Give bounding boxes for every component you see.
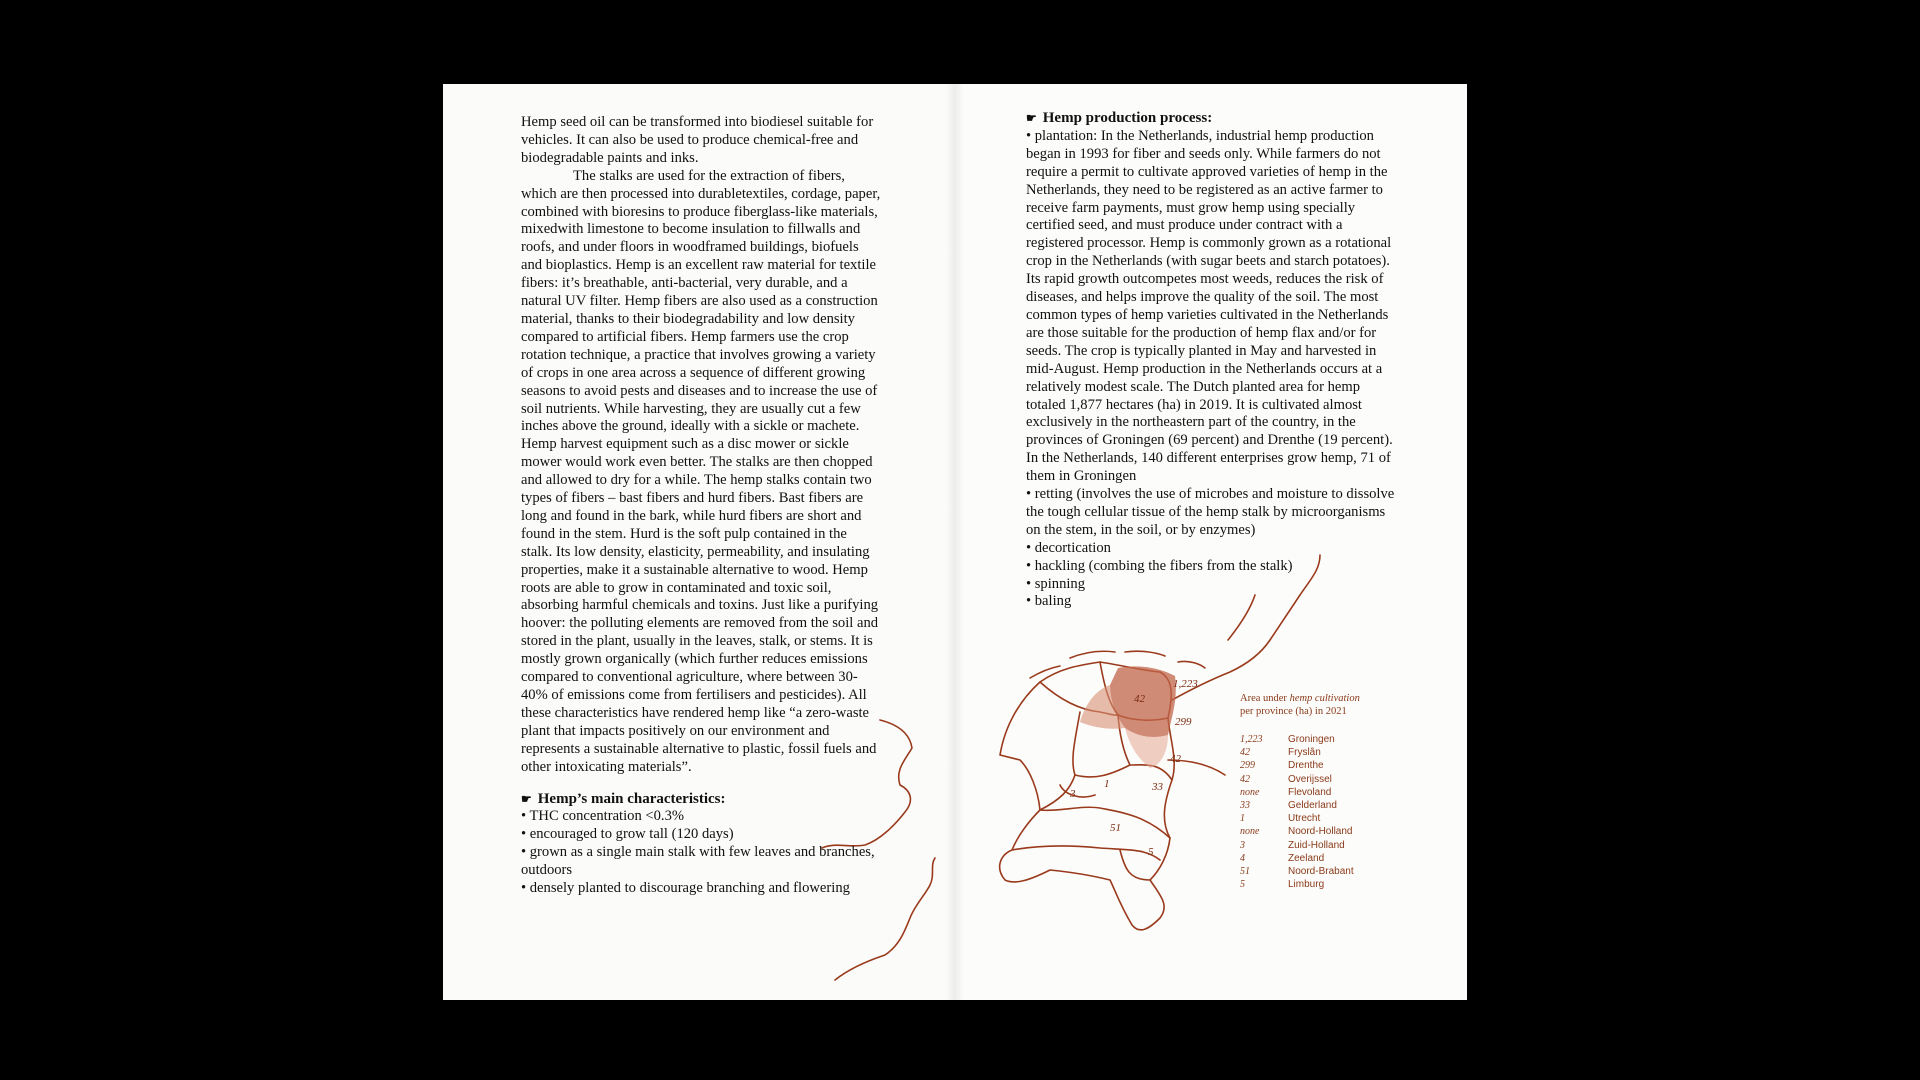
pointing-hand-icon: ☛	[521, 791, 532, 806]
characteristic-item: • grown as a single main stalk with few leaves and branches, outdoors	[521, 844, 875, 879]
process-step: • hackling (combing the fibers from the stalk)	[1026, 557, 1293, 574]
map-label-noord-brabant: 51	[1110, 822, 1121, 834]
process-step: • spinning	[1026, 575, 1086, 592]
legend-row: 1 Utrecht	[1240, 813, 1321, 825]
legend-row: 1,223 Groningen	[1240, 734, 1335, 745]
paragraph-biodiesel: Hemp seed oil can be transformed into biodiesel suitable for vehicles. It can also be used to produce chemical-free and biodegradable paints and inks.	[521, 114, 874, 166]
map-legend	[1240, 733, 1354, 891]
map-label-groningen: 1,223	[1173, 678, 1198, 690]
characteristics-heading: ☛ Hemp’s main characteristics:	[521, 790, 726, 807]
map-label-fryslan: 42	[1134, 693, 1145, 705]
paragraph-plantation: • plantation: In the Netherlands, industrial hemp production began in 1993 for fiber and seeds only. While farmers do not require a permit to cultivate approved varieties of hemp in the Netherlands, they need to be registered as an active farmer to receive farm payments, must grow hemp using specially certified seed, and must produce under contract with a registered processor. Hemp is commonly grown as a rotational crop in the Netherlands (with sugar beets and starch potatoes). Its rapid growth outcompetes most weeds, reduces the risk of diseases, and helps improve the quality of the soil. The most common types of hemp varieties cultivated in the Netherlands are those suitable for the production of hemp flax and/or for seeds. The crop is typically planted in May and harvested in mid-August. Hemp production in the Netherlands occurs at a relatively modest scale. The Dutch planted area for hemp totaled 1,877 hectares (ha) in 2019. It is cultivated almost exclusively in the northeastern part of the country, in the provinces of Groningen (69 percent) and Drenthe (19 percent). In the Netherlands, 140 different enterprises grow hemp, 71 of them in Groningen	[1026, 127, 1393, 485]
legend-row: 3 Zuid-Holland	[1240, 839, 1345, 851]
legend-row: 51 Noord-Brabant	[1240, 866, 1354, 878]
map-label-utrecht: 1	[1104, 778, 1110, 790]
map-legend-title: Area under hemp cultivation per province (ha) in 2021	[1240, 693, 1360, 717]
left-text-column	[521, 114, 881, 898]
characteristic-item: • THC concentration <0.3%	[521, 808, 685, 825]
pointing-hand-icon: ☛	[1026, 111, 1037, 125]
process-step: • decortication	[1026, 539, 1111, 556]
production-heading: ☛ Hemp production process:	[1026, 110, 1213, 126]
legend-row: 42 Overijssel	[1240, 773, 1332, 785]
characteristic-item: • encouraged to grow tall (120 days)	[521, 826, 734, 843]
map-label-overijssel: 42	[1170, 753, 1181, 765]
map-label-drenthe: 299	[1175, 716, 1192, 728]
process-step: • baling	[1026, 593, 1072, 610]
map-label-gelderland: 33	[1152, 781, 1163, 793]
legend-row: 33 Gelderland	[1240, 800, 1337, 812]
map-label-zuid-holland: 3	[1070, 788, 1076, 800]
right-text-column	[1026, 110, 1396, 611]
paragraph-fibers: The stalks are used for the extraction of fibers, which are then processed into durabletextiles, cordage, paper, combined with bioresins to produce fiberglass-like materials, mixedwith limestone to become insulation to fillwalls and roofs, and under floors in woodframed buildings, biofuels and bioplastics. Hemp is an excellent raw material for textile fibers: it’s breathable, anti-bacterial, very durable, and a natural UV filter. Hemp fibers are also used as a construction material, thanks to their biodegradability and low density compared to artificial fibers. Hemp farmers use the crop rotation technique, a practice that involves growing a variety of crops in one area across a sequence of different growing seasons to avoid pests and diseases and to increase the use of soil nutrients. While harvesting, they are usually cut a few inches above the ground, ideally with a sickle or machete. Hemp harvest equipment such as a disc mower or sickle mower would work even better. The stalks are then chopped and allowed to dry for a while. The hemp stalks contain two types of fibers – bast fibers and hurd fibers. Bast fibers are long and found in the bark, while hurd fibers are short and found in the stem. Hurd is the soft pulp contained in the stalk. Its low density, elasticity, permeability, and insulating properties, make it a sustainable alternative to wood. Hemp roots are able to grow in contaminated and toxic soil, absorbing harmful chemicals and toxins. Just like a purifying hoover: the polluting elements are removed from the soil and stored in the plant, usually in the leaves, stalk, or stems. It is mostly grown organically (which further reduces emissions compared to conventional agriculture, where between 30-40% of emissions come from fertilisers and pesticides). All these characteristics have rendered hemp like “a zero-waste plant that impacts positively on our environment and represents a sustainable alternative to plastic, fossil fuels and other intoxicating materials”.	[521, 167, 881, 775]
legend-row: 4 Zeeland	[1240, 852, 1325, 864]
legend-row: 42 Fryslân	[1240, 747, 1321, 759]
characteristic-item: • densely planted to discourage branching and flowering	[521, 880, 850, 897]
legend-row: none Noord-Holland	[1240, 826, 1353, 838]
legend-row: 299 Drenthe	[1240, 760, 1324, 772]
legend-row: none Flevoland	[1240, 786, 1332, 798]
process-step: • retting (involves the use of microbes and moisture to dissolve the tough cellular tissue of the hemp stalk by microorganisms on the stem, in the soil, or by enzymes)	[1026, 486, 1395, 538]
map-label-limburg-top: 5	[1148, 846, 1154, 858]
legend-row: 5 Limburg	[1240, 879, 1325, 891]
